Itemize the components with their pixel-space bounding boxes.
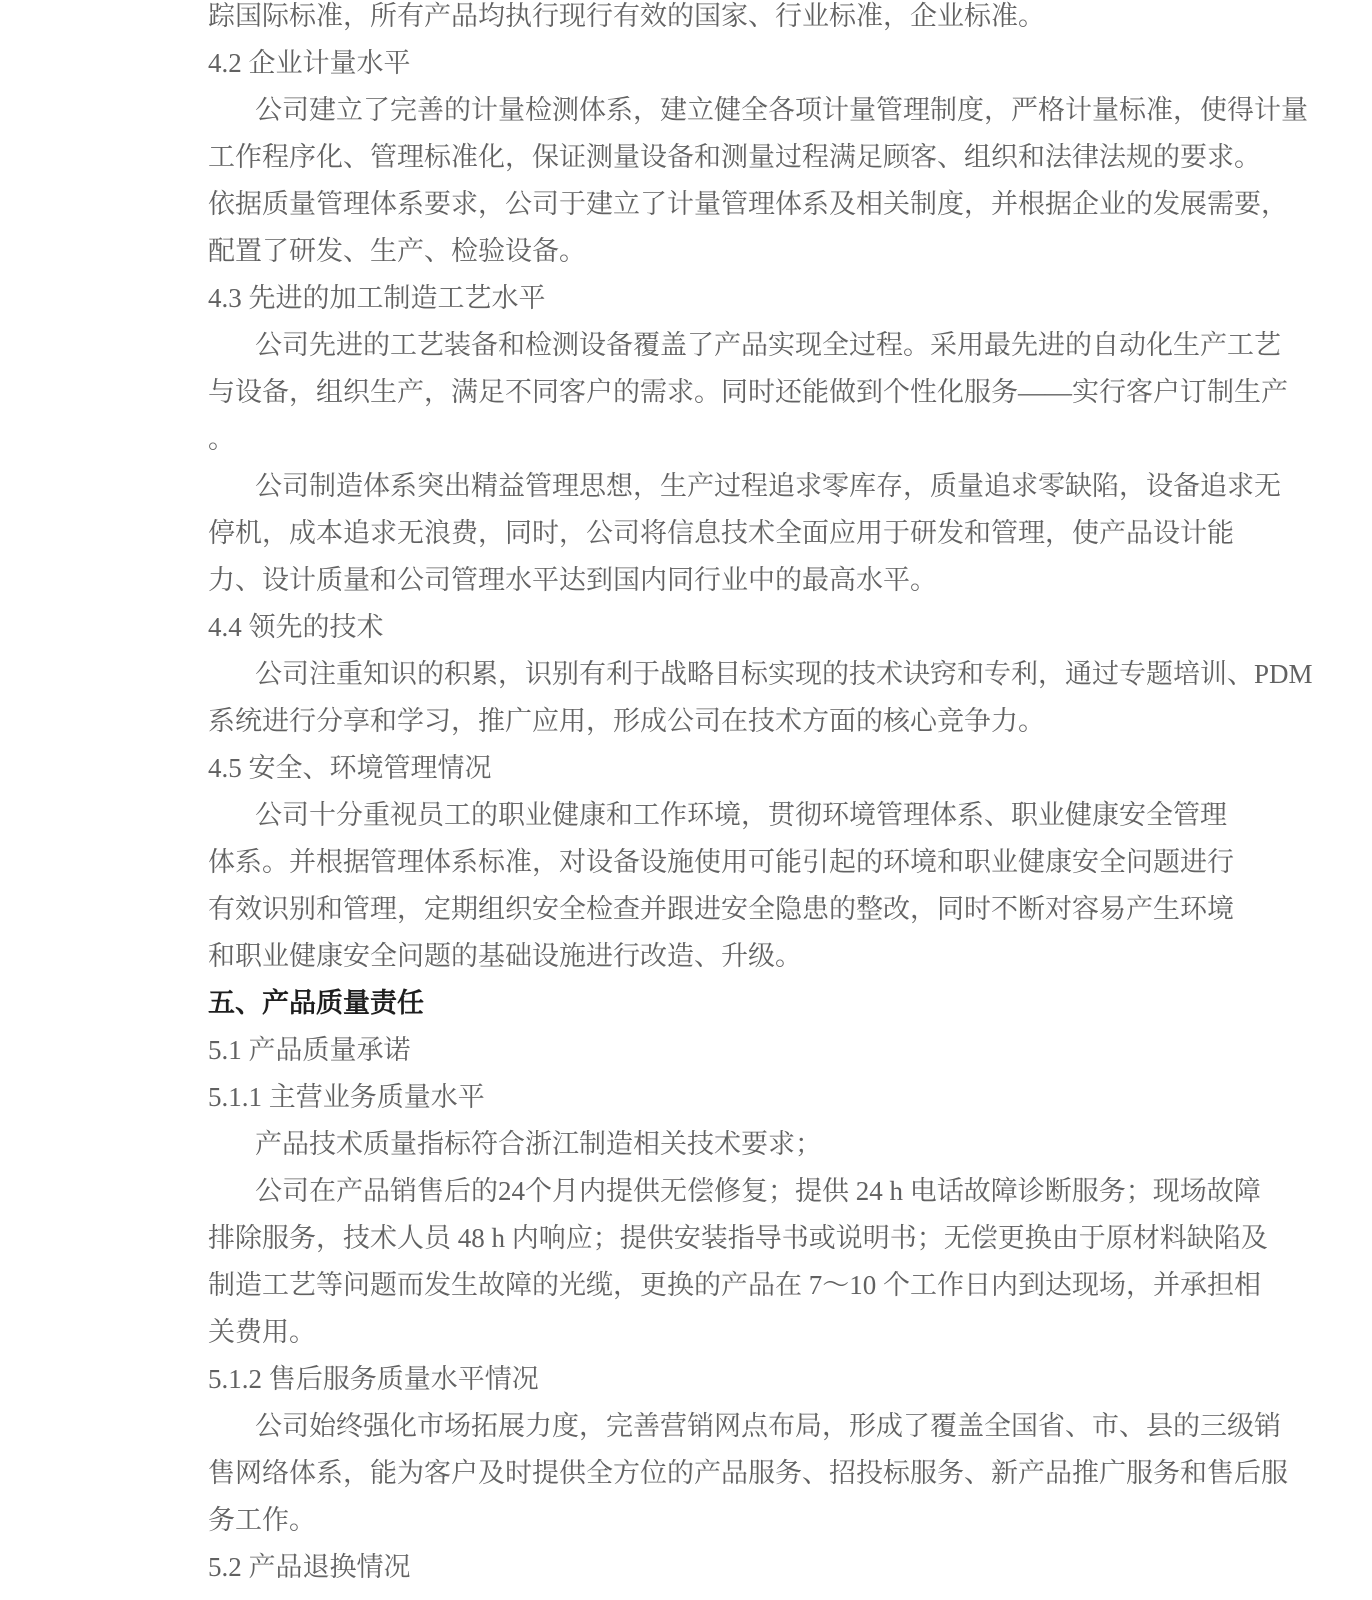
text-line: 5.2 产品退换情况 (208, 1552, 411, 1582)
text-line: 工作程序化、管理标准化，保证测量设备和测量过程满足顾客、组织和法律法规的要求。 (208, 142, 1261, 172)
text-line: 体系。并根据管理体系标准，对设备设施使用可能引起的环境和职业健康安全问题进行 (208, 847, 1234, 877)
text-line: 配置了研发、生产、检验设备。 (208, 236, 586, 266)
text-line: 排除服务，技术人员 48 h 内响应；提供安装指导书或说明书；无偿更换由于原材料缺陷及 (208, 1223, 1268, 1253)
text-line: 公司制造体系突出精益管理思想，生产过程追求零库存，质量追求零缺陷，设备追求无 (255, 471, 1281, 501)
text-line: 4.5 安全、环境管理情况 (208, 753, 492, 783)
text-line: 停机，成本追求无浪费，同时，公司将信息技术全面应用于研发和管理，使产品设计能 (208, 518, 1234, 548)
text-line: 与设备，组织生产，满足不同客户的需求。同时还能做到个性化服务——实行客户订制生产 (208, 377, 1288, 407)
section-heading-5-2 (208, 1544, 1166, 1591)
paragraph-sales-network (208, 1403, 1288, 1544)
paragraph-safety-environment (208, 792, 1234, 980)
paragraph-technical-quality (208, 1121, 1166, 1168)
text-line: 公司先进的工艺装备和检测设备覆盖了产品实现全过程。采用最先进的自动化生产工艺 (255, 330, 1281, 360)
text-line: 公司注重知识的积累，识别有利于战略目标实现的技术诀窍和专利，通过专题培训、PDM (255, 659, 1313, 689)
text-line: 系统进行分享和学习，推广应用，形成公司在技术方面的核心竞争力。 (208, 706, 1045, 736)
text-line: 关费用。 (208, 1317, 316, 1347)
section-heading-5-1 (208, 1027, 1166, 1074)
text-line: 依据质量管理体系要求，公司于建立了计量管理体系及相关制度，并根据企业的发展需要， (208, 189, 1288, 219)
text-line: 。 (208, 424, 235, 454)
text-line: 产品技术质量指标符合浙江制造相关技术要求； (255, 1129, 822, 1159)
paragraph-knowledge-accumulation (208, 651, 1313, 745)
text-line: 售网络体系，能为客户及时提供全方位的产品服务、招投标服务、新产品推广服务和售后服 (208, 1458, 1288, 1488)
text-line: 4.3 先进的加工制造工艺水平 (208, 283, 546, 313)
paragraph-measurement-system (208, 87, 1308, 275)
section-heading-4-2 (208, 40, 1166, 87)
text-line: 4.2 企业计量水平 (208, 48, 411, 78)
text-line: 4.4 领先的技术 (208, 612, 384, 642)
text-line: 五、产品质量责任 (208, 988, 424, 1018)
text-line: 5.1 产品质量承诺 (208, 1035, 411, 1065)
text-line: 公司建立了完善的计量检测体系，建立健全各项计量管理制度，严格计量标准，使得计量 (255, 95, 1308, 125)
document-page (208, 0, 1313, 1591)
paragraph-lean-management (208, 463, 1281, 604)
section-heading-4-5 (208, 745, 1166, 792)
text-line: 公司十分重视员工的职业健康和工作环境，贯彻环境管理体系、职业健康安全管理 (255, 800, 1227, 830)
text-line: 踪国际标准，所有产品均执行现行有效的国家、行业标准，企业标准。 (208, 1, 1045, 31)
text-line: 5.1.2 售后服务质量水平情况 (208, 1364, 539, 1394)
text-line: 和职业健康安全问题的基础设施进行改造、升级。 (208, 941, 802, 971)
text-line: 务工作。 (208, 1505, 316, 1535)
section-heading-4-3 (208, 275, 1166, 322)
text-line: 有效识别和管理，定期组织安全检查并跟进安全隐患的整改，同时不断对容易产生环境 (208, 894, 1234, 924)
text-line: 制造工艺等问题而发生故障的光缆，更换的产品在 7～10 个工作日内到达现场，并承担相 (208, 1270, 1261, 1300)
text-line: 5.1.1 主营业务质量水平 (208, 1082, 485, 1112)
text-line: 公司在产品销售后的24个月内提供无偿修复；提供 24 h 电话故障诊断服务；现场故障 (255, 1176, 1261, 1206)
paragraph-process-equipment (208, 322, 1288, 463)
section-heading-4-4 (208, 604, 1166, 651)
paragraph-after-sale-commitment (208, 1168, 1268, 1356)
text-line: 公司始终强化市场拓展力度，完善营销网点布局，形成了覆盖全国省、市、县的三级销 (255, 1411, 1281, 1441)
text-line: 力、设计质量和公司管理水平达到国内同行业中的最高水平。 (208, 565, 937, 595)
section-heading-5-1-2 (208, 1356, 1166, 1403)
section-heading-5-1-1 (208, 1074, 1166, 1121)
chapter-heading-5 (208, 980, 1166, 1027)
paragraph-standards-continuation (208, 0, 1166, 40)
